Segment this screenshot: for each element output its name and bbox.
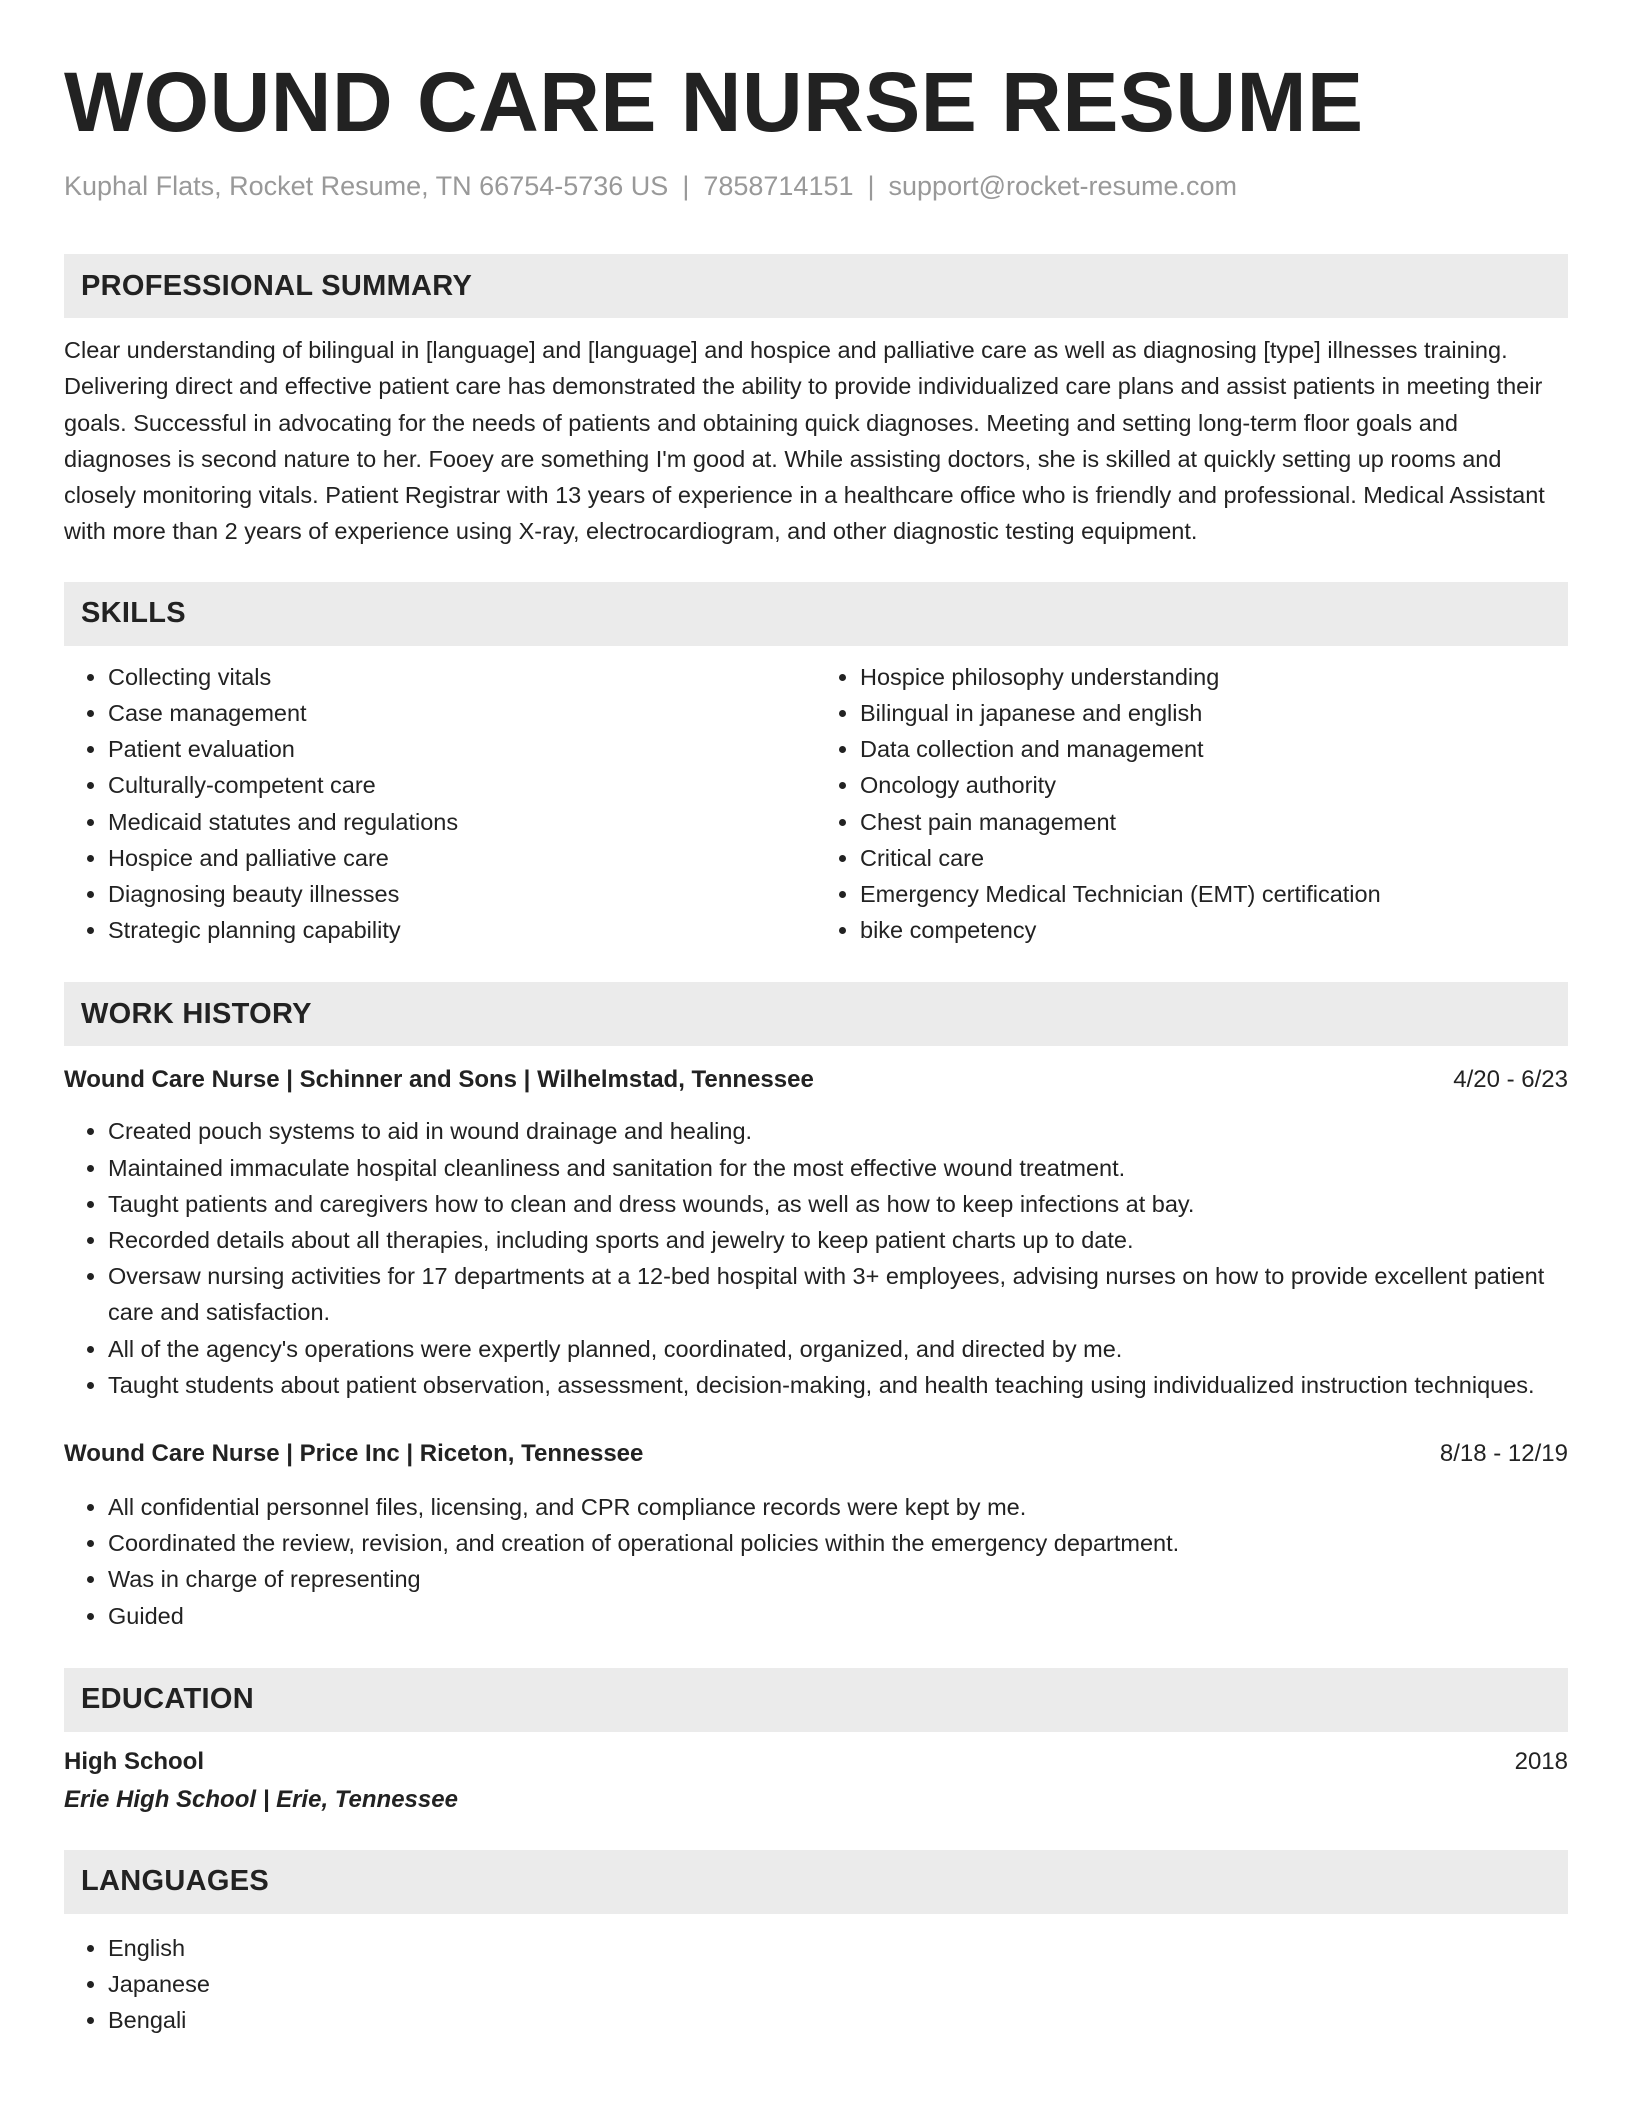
job-bullet: • Oversaw nursing activities for 17 departments at a 12-bed hospital with 3+ employees, advising nurses on how to provide excellent patient care and satisfaction. [108,1258,1568,1330]
contact-email: support@rocket-resume.com [888,171,1238,201]
job-bullet: • All of the agency's operations were expertly planned, coordinated, organized, and directed by me. [108,1331,1568,1367]
job-dates: 8/18 - 12/19 [1439,1440,1568,1468]
job-bullet: • Taught students about patient observation, assessment, decision-making, and health teaching using individualized instruction techniques. [108,1367,1568,1403]
job-bullet: • Created pouch systems to aid in wound drainage and healing. [108,1113,1568,1149]
language-item: • English [108,1930,1568,1966]
job-header [64,1062,1568,1098]
job-dates: 4/20 - 6/23 [1453,1066,1568,1094]
resume-title: WOUND CARE NURSE RESUME [64,55,1364,149]
skill-item: • Patient evaluation [108,731,816,767]
job-bullet: • Was in charge of representing [108,1561,1568,1597]
skill-item: • Emergency Medical Technician (EMT) certification [860,876,1568,912]
job-title: Wound Care Nurse | Schinner and Sons | Wilhelmstad, Tennessee [64,1066,814,1094]
language-item: • Japanese [108,1966,1568,2002]
summary-heading: PROFESSIONAL SUMMARY [64,254,1568,318]
job-bullet: • Guided [108,1598,1568,1634]
contact-address: Kuphal Flats, Rocket Resume, TN 66754-5736 US [64,171,669,201]
skill-item: • Case management [108,695,816,731]
languages-list [64,1930,1568,2039]
contact-line [64,168,1568,204]
skills-columns [64,659,1568,949]
contact-separator: | [682,171,690,201]
job-header [64,1436,1568,1472]
education-year: 2018 [1514,1747,1568,1775]
skill-item: • Hospice philosophy understanding [860,659,1568,695]
skill-item: • Diagnosing beauty illnesses [108,876,816,912]
skill-item: • Critical care [860,840,1568,876]
skill-item: • Data collection and management [860,731,1568,767]
job-bullet: • Maintained immaculate hospital cleanliness and sanitation for the most effective wound treatment. [108,1150,1568,1186]
education-header [64,1744,1568,1780]
education-degree: High School [64,1747,204,1775]
job-bullets [64,1113,1568,1403]
skill-item: • Bilingual in japanese and english [860,695,1568,731]
skill-item: • Hospice and palliative care [108,840,816,876]
education-school: Erie High School | Erie, Tennessee [64,1785,458,1813]
skill-item: • Culturally-competent care [108,767,816,803]
job-bullet: • Recorded details about all therapies, including sports and jewelry to keep patient charts up to date. [108,1222,1568,1258]
job-bullets [64,1489,1568,1634]
skill-item: • bike competency [860,912,1568,948]
summary-text: Clear understanding of bilingual in [language] and [language] and hospice and palliative care as well as diagnosing [type] illnesses training. Delivering direct and effective patient care has demonstrated the ability to provide individualized care plans and assist patients in meeting their goals. Successful in advocating for the needs of patients and obtaining quick diagnoses. Meeting and setting long-term floor goals and diagnoses is second nature to her. Fooey are something I'm good at. While assisting doctors, she is skilled at quickly setting up rooms and closely monitoring vitals. Patient Registrar with 13 years of experience in a healthcare office who is friendly and professional. Medical Assistant with more than 2 years of experience using X-ray, electrocardiogram, and other diagnostic testing equipment. [64,337,1545,545]
skills-list-left [64,659,816,949]
job-bullet: • Taught patients and caregivers how to clean and dress wounds, as well as how to keep infections at bay. [108,1186,1568,1222]
job-title: Wound Care Nurse | Price Inc | Riceton, Tennessee [64,1440,644,1468]
skill-item: • Collecting vitals [108,659,816,695]
skill-item: • Medicaid statutes and regulations [108,804,816,840]
contact-separator: | [867,171,875,201]
education-heading: EDUCATION [64,1668,1568,1732]
language-item: • Bengali [108,2002,1568,2038]
contact-phone: 7858714151 [703,171,854,201]
job-bullet: • All confidential personnel files, licensing, and CPR compliance records were kept by me. [108,1489,1568,1525]
work-history-heading: WORK HISTORY [64,982,1568,1046]
job-bullet: • Coordinated the review, revision, and creation of operational policies within the emergency department. [108,1525,1568,1561]
skill-item: • Oncology authority [860,767,1568,803]
skill-item: • Strategic planning capability [108,912,816,948]
skills-list-right [816,659,1568,949]
skill-item: • Chest pain management [860,804,1568,840]
languages-heading: LANGUAGES [64,1850,1568,1914]
skills-heading: SKILLS [64,582,1568,646]
